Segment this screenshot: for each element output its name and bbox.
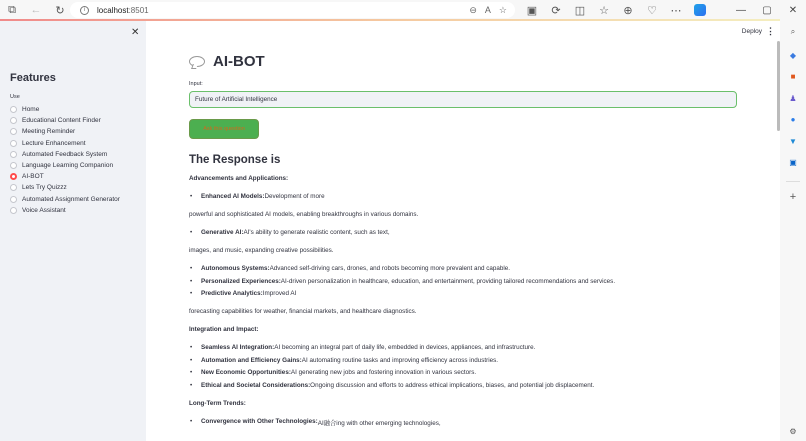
radio-button-icon[interactable]: [10, 128, 17, 135]
close-sidebar-button[interactable]: ✕: [131, 27, 140, 38]
radio-ai-bot[interactable]: [10, 171, 120, 182]
list-item: • Enhanced AI Models: Development of more: [190, 193, 325, 200]
radio-button-icon[interactable]: [10, 162, 17, 169]
refresh-icon[interactable]: ↻: [55, 4, 65, 17]
item-text: AI automating routine tasks and improving efficiency across industries.: [301, 356, 498, 364]
radio-automated-feedback-system[interactable]: [10, 149, 120, 160]
item-title: Enhanced AI Models:: [201, 193, 265, 200]
radio-label: Lecture Enhancement: [22, 139, 86, 147]
paragraph: images, and music, expanding creative possibilities.: [189, 247, 334, 254]
sidebar-title: Features: [10, 72, 56, 84]
radio-lecture-enhancement[interactable]: [10, 138, 120, 149]
radio-button-icon[interactable]: [10, 184, 17, 191]
address-bar[interactable]: [70, 2, 515, 18]
url-host: localhost: [97, 5, 129, 15]
item-title: Personalized Experiences:: [201, 277, 281, 285]
radio-lets-try-quizzz[interactable]: [10, 182, 120, 193]
item-title: Ethical and Societal Considerations:: [201, 381, 311, 389]
paragraph: forecasting capabilities for weather, financial markets, and healthcare diagnostics.: [189, 308, 417, 315]
zoom-out-icon[interactable]: ⊖: [469, 4, 477, 15]
back-icon[interactable]: ←: [30, 4, 42, 16]
more-icon[interactable]: ⋯: [670, 4, 682, 17]
divider: [786, 181, 800, 182]
close-window-button[interactable]: ✕: [788, 4, 798, 16]
item-title: Generative AI:: [201, 229, 244, 236]
response-heading: The Response is: [189, 154, 281, 166]
minimize-button[interactable]: —: [736, 4, 746, 16]
list-item: • Generative AI: AI's ability to generate realistic content, such as text,: [190, 229, 390, 236]
main-content: [146, 21, 780, 441]
split-screen-icon[interactable]: ◫: [574, 4, 586, 17]
browser-essentials-icon[interactable]: ♡: [647, 4, 657, 17]
item-text: AI becoming an integral part of daily life, embedded in devices, appliances, and infrastructure.: [274, 344, 536, 351]
page-title: AI-BOT: [213, 52, 265, 70]
radio-educational-content-finder[interactable]: [10, 115, 120, 126]
restore-button[interactable]: ▢: [762, 4, 772, 16]
collections-icon[interactable]: ⊕: [623, 4, 633, 17]
tab-actions-icon[interactable]: ⧉: [8, 3, 16, 16]
section-heading: Long-Term Trends:: [189, 400, 246, 407]
outlook-icon[interactable]: ▣: [789, 157, 797, 167]
radio-button-icon[interactable]: [10, 117, 17, 124]
question-input[interactable]: Future of Artificial Intelligence: [189, 91, 737, 108]
list-item: • Predictive Analytics: Improved AI: [190, 290, 297, 297]
radio-language-learning-companion[interactable]: [10, 160, 120, 171]
item-text: Development of more: [264, 193, 325, 200]
item-text: AI's ability to generate realistic content, such as text,: [243, 229, 390, 236]
section-heading: Advancements and Applications:: [189, 175, 289, 182]
radio-meeting-reminder[interactable]: [10, 126, 120, 137]
feature-radio-group: [10, 104, 120, 216]
radio-label: Home: [22, 106, 40, 114]
list-item: • Automation and Efficiency Gains: AI automating routine tasks and improving efficiency across industries.: [190, 356, 498, 364]
radio-label: Lets Try Quizzz: [22, 184, 67, 192]
deploy-button[interactable]: Deploy: [741, 28, 762, 35]
item-text: AI generating new jobs and fostering innovation in various sectors.: [290, 369, 477, 376]
radio-label: AI-BOT: [22, 173, 44, 181]
radio-automated-assignment-generator[interactable]: [10, 194, 120, 205]
settings-icon[interactable]: ⚙: [789, 426, 797, 436]
radio-label: Automated Feedback System: [22, 150, 108, 158]
section-heading: Integration and Impact:: [189, 326, 259, 333]
url-port: :8501: [128, 5, 149, 15]
radio-home[interactable]: [10, 104, 120, 115]
read-aloud-icon[interactable]: A: [484, 5, 491, 15]
list-item: • Convergence with Other Technologies: AI融合ing with other emerging technologies,: [190, 418, 441, 427]
list-item: • Seamless AI Integration: AI becoming an integral part of daily life, embedded in devices, appliances, and infrastructure.: [190, 344, 536, 351]
radio-label: Automated Assignment Generator: [22, 195, 120, 203]
radio-label: Language Learning Companion: [22, 162, 114, 170]
office-icon[interactable]: ●: [790, 114, 796, 124]
list-item: • Autonomous Systems: Advanced self-driving cars, drones, and robots becoming more prevalent and capable.: [190, 265, 511, 272]
item-text: AI融合ing with other emerging technologies,: [317, 420, 441, 427]
list-item: • Ethical and Societal Considerations: Ongoing discussion and efforts to address ethical implications, biases, and potential job displacement.: [190, 381, 595, 389]
ask-question-button[interactable]: Ask this question: [189, 119, 259, 139]
item-text: Ongoing discussion and efforts to address ethical implications, biases, and potential job displacement.: [310, 381, 595, 389]
item-text: Advanced self-driving cars, drones, and robots becoming more prevalent and capable.: [269, 265, 511, 272]
radio-button-icon[interactable]: [10, 106, 17, 113]
list-item: • Personalized Experiences: AI-driven personalization in healthcare, education, and entertainment, providing tailored recommendations and services.: [190, 277, 616, 285]
radio-button-icon[interactable]: [10, 207, 17, 214]
shopping-tag-icon[interactable]: ◆: [789, 50, 797, 60]
list-item: • New Economic Opportunities: AI generating new jobs and fostering innovation in various sectors.: [190, 369, 477, 376]
item-text: AI-driven personalization in healthcare, education, and entertainment, providing tailored recommendations and services.: [280, 277, 616, 285]
input-label: Input:: [189, 81, 203, 87]
radio-voice-assistant[interactable]: [10, 205, 120, 216]
browser-sidebar: [780, 21, 806, 441]
radio-button-checked-icon[interactable]: [10, 173, 17, 180]
radio-button-icon[interactable]: [10, 196, 17, 203]
item-text: Improved AI: [262, 290, 297, 297]
item-title: New Economic Opportunities:: [201, 369, 291, 376]
item-title: Autonomous Systems:: [201, 265, 270, 272]
radio-group-label: Use: [10, 94, 20, 100]
favorite-star-icon[interactable]: ☆: [498, 4, 507, 15]
item-title: Convergence with Other Technologies:: [201, 418, 318, 425]
radio-button-icon[interactable]: [10, 151, 17, 158]
radio-label: Voice Assistant: [22, 206, 66, 214]
copilot-icon[interactable]: [688, 0, 712, 20]
extensions-icon[interactable]: ⟳: [551, 4, 561, 17]
main-menu-icon[interactable]: ⋮: [766, 26, 775, 36]
favorites-icon[interactable]: ☆: [599, 4, 609, 17]
response-body: [189, 166, 737, 436]
tools-icon[interactable]: ■: [790, 71, 796, 81]
sidebar: [0, 21, 146, 441]
search-icon[interactable]: ⌕: [790, 27, 796, 36]
add-icon[interactable]: +: [789, 191, 797, 203]
app-icon[interactable]: ▣: [526, 4, 538, 17]
speech-bubble-icon: [189, 56, 205, 67]
url-text: [97, 6, 149, 15]
item-title: Predictive Analytics:: [201, 290, 263, 297]
site-info-icon[interactable]: i: [80, 6, 89, 15]
radio-label: Educational Content Finder: [22, 117, 101, 125]
paragraph: powerful and sophisticated AI models, enabling breakthroughs in various domains.: [189, 211, 419, 218]
telegram-icon[interactable]: ▼: [789, 136, 797, 146]
people-icon[interactable]: ♟: [789, 93, 797, 103]
item-title: Automation and Efficiency Gains:: [201, 356, 302, 364]
radio-label: Meeting Reminder: [22, 128, 76, 136]
radio-button-icon[interactable]: [10, 140, 17, 147]
item-title: Seamless AI Integration:: [201, 344, 275, 351]
